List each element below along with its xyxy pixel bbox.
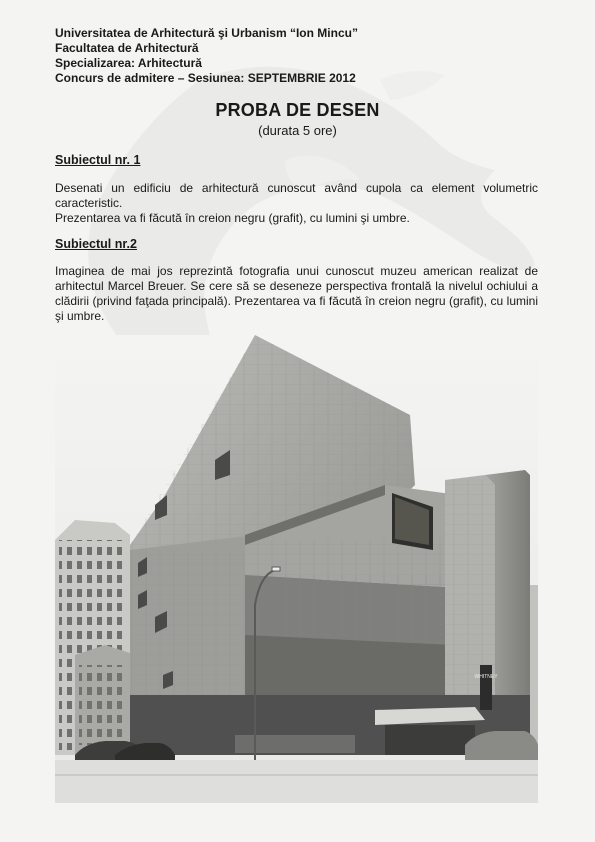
faculty-name: Facultatea de Arhitectură <box>55 41 199 55</box>
subject-1-text <box>55 181 538 226</box>
subject-1-paragraph-1: Desenati un edificiu de arhitectură cunoscut având cupola ca element volumetric caracteristic. <box>55 181 538 210</box>
museum-photograph <box>55 335 538 803</box>
museum-sign: WHITNEY <box>474 674 498 680</box>
subject-2-text <box>55 264 538 324</box>
exam-title: PROBA DE DESEN <box>215 100 380 120</box>
session-info: Concurs de admitere – Sesiunea: SEPTEMBRIE 2012 <box>55 71 356 85</box>
left-apartment-building <box>55 520 130 755</box>
subject-2-heading: Subiectul nr.2 <box>55 237 137 251</box>
subject-2-paragraph: Imaginea de mai jos reprezintă fotografia unui cunoscut muzeu american realizat de arhitectul Marcel Breuer. Se cere să se deseneze perspectiva frontală la nivelul ochiului a clădirii (privind faţada principală). Prezentarea va fi făcută în creion negru (grafit), cu lumini şi umbre. <box>55 264 538 323</box>
specialization: Specializarea: Arhitectură <box>55 56 202 70</box>
exam-title-block <box>0 100 595 138</box>
subject-1-paragraph-2: Prezentarea va fi făcută în creion negru (grafit), cu lumini şi umbre. <box>55 211 410 225</box>
header-block <box>55 26 358 86</box>
subject-1-heading: Subiectul nr. 1 <box>55 153 141 167</box>
road <box>55 760 538 803</box>
exam-duration: (durata 5 ore) <box>258 123 337 138</box>
university-name: Universitatea de Arhitectură şi Urbanism “Ion Mincu” <box>55 26 358 40</box>
